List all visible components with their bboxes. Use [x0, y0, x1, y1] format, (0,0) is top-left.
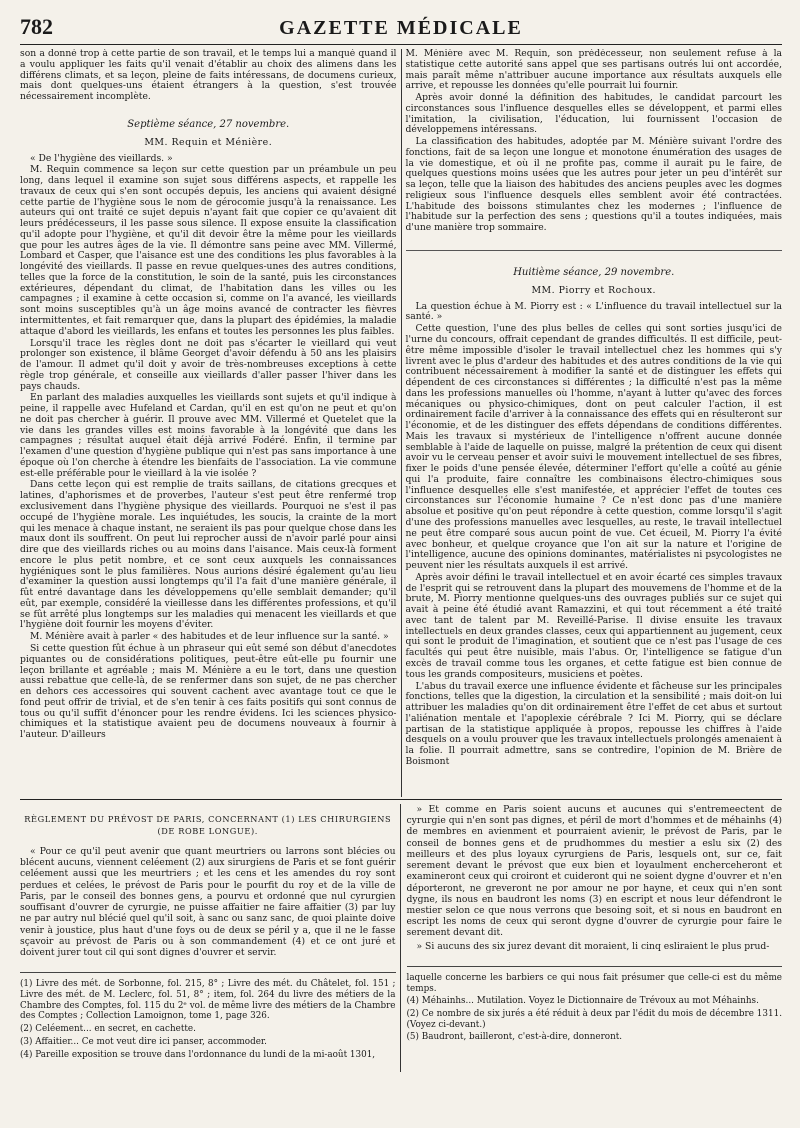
reglement-title: RÈGLEMENT DU PRÉVOST DE PARIS, CONCERNANT (1) LES CHIRURGIENS [24, 814, 392, 824]
paragraph: Si cette question fût échue à un phraseur qui eût semé son début d'anecdotes piquantes ou de considérations politiques, peut-être eût-elle pu fournir une leçon brillante et agréable ; mais M. Ménière a eu le tort, dans une question aussi rebattue que celle-là, de se renfermer dans son sujet, de ne pas chercher en dehors ces accessoires qui souvent cachent avec avantage tout ce que le fond peut offrir de trivial, et de s'en tenir à ces faits positifs qui sont connus de tous ou qu'il suffit d'énoncer pour les rendre évidens. Ici les sciences physico-chimiques et la statistique avaient peu de documens nouveaux à fournir à l'auteur. D'ailleurs [20, 642, 397, 741]
left-column [20, 49, 401, 797]
seance-authors: MM. Requin et Ménière. [144, 136, 273, 148]
paragraph: Après avoir donné la définition des habitudes, le candidat parcourt les circonstances sous l'influence desquelles elles se développent, et parmi elles l'imitation, la civilisation, l'éducation, lui fournissent l'occasion de développemens intéressans. [405, 92, 782, 136]
bottom-left-column [20, 804, 400, 1072]
paragraph: son a donné trop à cette partie de son travail, et le temps lui a manqué quand il a voulu appliquer les faits qu'il venait d'établir au choix des alimens dans les différens climats, et sa leçon, pleine de faits intéressans, de documens curieux, mais dont quelques-uns étaient étrangers à la question, s'est trouvée nécessairement incomplète. [20, 49, 397, 103]
paragraph: » Et comme en Paris soient aucuns et aucunes qui s'entremeectent de cyrurgie qui n'en sont pas dignes, et péril de mort d'hommes et de méhainhs (4) de membres en avienment et pourraient avienir, le prévost de Paris, par le conseil de bonnes gens et de prudhommes du mestier a eslu six (2) des meilleurs et des plus loyaux cyrurgiens de Paris, lesquels ont, sur ce, fait serement devant le prévost que eux bien et loyaulment encherceheront et examineront ceux qui croiront et cuideront qui ne soient dygne d'ouvrer et n'en déporteront, ne greveront ne por amour ne por hayne, et ceux qui n'en sont dygne, ils nous en baudront les noms (3) en escript et nous leur défendront le mestier selon ce que nous verrons que besoing soit, et si nous en baudront en escript les noms de ceux qui seront dygne d'ouvrer de cyrurgie pour faire le serement devant dit. [406, 804, 782, 939]
newspaper-page [20, 14, 782, 1120]
seance-title: Septième séance, 27 novembre. [127, 118, 290, 130]
page-number: 782 [20, 14, 53, 39]
bottom-right-column [400, 804, 783, 1072]
journal-title: GAZETTE MÉDICALE [279, 17, 523, 39]
paragraph: La question échue à M. Piorry est : « L'influence du travail intellectuel sur la santé. » [405, 300, 782, 323]
paragraph: M. Requin commence sa leçon sur cette question par un préambule un peu long, dans lequel il examine son sujet sous différens aspects, et rappelle les travaux de ceux qui s'en sont occupés depuis, les anciens qui avaient désigné cette partie de l'hygiène sous le nom de gérocomie jusqu'à la renaissance. Les auteurs qui ont traité ce sujet depuis n'ayant fait que copier ce qu'avaient dit leurs prédécesseurs, il les passe sous silence. Il expose ensuite la classification qu'il adopte pour l'hygiène, et qu'il dit devoir être la même pour les vieillards que pour les autres âges de la vie. Il démontre sans peine avec MM. Villermé, Lombard et Casper, que l'aisance est une des conditions les plus favorables à la longévité des vieillards. Il passe en revue quelques-unes des autres conditions, telles que la force de la constitution, le soin de la santé, puis les circonstances extérieures, dépendant du climat, de l'habitation dans les villes ou les campagnes ; il examine à cette occasion si, comme on l'a avancé, les vieillards sont moins susceptibles qu'à un âge moins avancé de contracter les fièvres intermittentes, et fait remarquer que, dans la plupart des épidémies, la maladie attaque d'abord les vieillards, les enfans et toutes les personnes les plus faibles. [20, 164, 397, 337]
paragraph: En parlant des maladies auxquelles les vieillards sont sujets et qu'il indique à peine, il rappelle avec Hufeland et Cardan, qu'il en est qu'on ne peut et qu'on ne doit pas chercher à guérir. Il prouve avec MM. Villermé et Quetelet que la vie dans les grandes villes est moins favorable à la longévité que dans les campagnes ; résultat auquel était déjà arrivé Fodéré. Enfin, il termine par l'examen d'une question d'hygiène publique qui n'est pas sans importance à une époque où l'on cherche à étendre les bienfaits de l'association. La vie commune est-elle préférable pour le vieillard à la vie isolée ? [20, 392, 397, 479]
footnote-divider [407, 966, 783, 967]
paragraph: La classification des habitudes, adoptée par M. Ménière suivant l'ordre des fonctions, fait de sa leçon une longue et monotone énumération des usages de la vie domestique, et où il ne profite pas, comme il aurait pu le faire, de quelques questions moins usées que les autres pour jeter un peu d'intérêt sur sa leçon, telle que la liaison des habitudes des anciens peuples avec les dogmes religieux sous l'influence desquels elles semblent avoir été contractées. L'habitude des boissons stimulantes chez les modernes ; l'influence de l'habitude sur la perfection des sens ; questions qu'il a toutes indiquées, mais d'une manière trop sommaire. [405, 136, 782, 234]
footnote: (2) Ce nombre de six jurés a été réduit à deux par l'édit du mois de décembre 1311. (Voyez ci-devant.) [406, 1009, 782, 1030]
right-column [401, 49, 783, 797]
footnote: (1) Livre des mét. de Sorbonne, fol. 215, 8° ; Livre des mét. du Châtelet, fol. 151 ; Livre des mét. de M. Leclerc, fol. 51, 8° ; item, fol. 264 du livre des métiers de la Chambre des Comptes, fol. 115 du 2ᵉ vol. de même livre des métiers de la Chambre des Comptes ; Collection Lamoignon, tome 1, page 326. [20, 979, 396, 1022]
paragraph: « De l'hygiène des vieillards. » [30, 152, 173, 164]
footnote: (4) Méhainhs... Mutilation. Voyez le Dictionnaire de Trévoux au mot Méhainhs. [406, 996, 759, 1007]
paragraph: Après avoir défini le travail intellectuel et en avoir écarté ces simples travaux de l'esprit qui se retrouvent dans la plupart des mouvemens de l'homme et de la brute, M. Piorry mentionne quelques-uns des ouvrages publiés sur ce sujet qui avait à peine été étudié avant Ramazzini, et qui tout récemment a été traité avec tant de talent par M. Reveillé-Parise. Il divise ensuite les travaux intellectuels en deux grandes classes, ceux qui appartiennent au jugement, ceux qui sont le produit de l'imagination, et soutient que ce n'est pas l'usage de ces facultés qui peut être nuisible, mais l'abus. Or, l'intelligence se fatigue d'un excès de travail comme tous les organes, et cette fatigue est bien connue de tous les grands compositeurs, musiciens et poètes. [405, 571, 782, 680]
paragraph: M. Ménière avec M. Requin, son prédécesseur, non seulement refuse à la statistique cette autorité sans appel que ses partisans outrés lui ont accordée, mais paraît même n'attribuer aucune importance aux résultats auxquels elle arrive, et repousse les données qu'elle pourrait lui fournir. [405, 49, 782, 92]
paragraph: M. Ménière avait à parler « des habitudes et de leur influence sur la santé. » [30, 631, 389, 643]
paragraph: Lorsqu'il trace les règles dont ne doit pas s'écarter le vieillard qui veut prolonger son existence, il blâme Georget d'avoir défendu à 50 ans les plaisirs de l'amour. Il admet qu'il doit y avoir de très-nombreuses exceptions à cette règle trop générale, et conseille aux vieillards d'aller passer l'hiver dans les pays chauds. [20, 337, 397, 392]
paragraph: L'abus du travail exerce une influence évidente et fâcheuse sur les principales fonctions, telles que la digestion, la circulation et la sensibilité ; mais doit-on lui attribuer les maladies qu'on dit ordinairement être l'effet de cet abus et surtout l'aliénation mentale et l'apoplexie cérébrale ? Ici M. Piorry, qui se déclare partisan de la statistique appliquée à propos, repousse les chiffres à l'aide desquels on a voulu prouver que les travaux intellectuels prolongés amenaient à la folie. Il pourrait admettre, sans se contredire, l'opinion de M. Brière de Boismont [405, 680, 782, 767]
feuilleton-divider [20, 799, 782, 800]
paragraph: « Pour ce qu'il peut avenir que quant meurtriers ou larrons sont blécies ou blécent aucuns, viennent celéement (2) aux sirurgiens de Paris et se font guérir celéement aussi que les meurtriers ; et les cens et les amendes du roy sont perdues et celées, le prévost de Paris pour le pourfit du roy et de la ville de Paris, par le conseil des bonnes gens, a pourvu et ordonné que nul cyrurgien souffisant d'ouvrer de cyrurgie, ne puisse affaitier ne faire affaitier (3) par luy ne par autry nul blécié quel qu'il soit, à sanc ou sanz sanc, de quoi plainte doive venir à joustice, plus haut d'une foys ou de deux se péril y a, que il ne le fasse sçavoir au prévost de Paris ou à son commandement (4) et ce ont juré et doivent jurer tout cil qui sont dignes d'ouvrer et servir. [20, 846, 396, 958]
page-header [20, 14, 782, 45]
paragraph: » Si aucuns des six jurez devant dit moraient, li cinq esliraient le plus prud- [416, 940, 770, 952]
seance-authors: MM. Piorry et Rochoux. [531, 284, 657, 296]
paragraph: Cette question, l'une des plus belles de celles qui sont sorties jusqu'ici de l'urne du concours, offrait cependant de grandes difficultés. Il est difficile, peut-être même impossible d'isoler le travail intellectuel chez les hommes qui s'y livrent avec le plus d'ardeur des habitudes et des autres conditions de la vie qui contribuent nécessairement à modifier la santé et de distinguer les effets qui dépendent de ces circonstances si différentes ; la difficulté n'est pas la même dans les professions manuelles où l'homme, n'ayant à lutter qu'avec des forces mécaniques ou physico-chimiques, dont on peut calculer l'action, il est ordinairement facile d'arriver à la connaissance des effets qui en résulteront sur l'économie, et de les distinguer des effets dépendans de conditions différentes. Mais les travaux si mystérieux de l'intelligence n'offrent aucune donnée semblable à l'aide de laquelle on puisse, malgré la prétention de ceux qui disent avoir vu le cerveau penser et avoir suivi le mouvement intellectuel de ses fibres, fixer le poids d'une pensée élevée, déterminer l'effort qu'elle a coûté au génie qui l'a produite, faire connaître les combinaisons électro-chimiques sous l'influence desquelles elle s'est manifestée, et apprécier l'effet de toutes ces circonstances sur l'économie humaine ? Ce n'est donc pas d'une manière absolue et positive qu'on peut répondre à cette question, comme lorsqu'il s'agit d'une des professions manuelles avec lesquelles, au reste, le travail intellectuel ne peut être comparé sous aucun point de vue. Cet écueil, M. Piorry l'a évité avec bonheur, et quelque croyance que l'on ait sur la nature et l'origine de l'intelligence, aucune des opinions dominantes, matérialistes ni psycologistes ne peuvent nier les résultats auxquels il est arrivé. [405, 323, 782, 572]
footnote: (5) Baudront, bailleront, c'est-à-dire, donneront. [406, 1032, 623, 1043]
seance-title: Huitième séance, 29 novembre. [513, 267, 675, 279]
footnote: (4) Pareille exposition se trouve dans l'ordonnance du lundi de la mi-août 1301, [20, 1049, 376, 1060]
reglement-subtitle: (DE ROBE LONGUE). [157, 826, 259, 836]
footnote: laquelle concerne les barbiers ce qui nous fait présumer que celle-ci est du même temps. [406, 972, 782, 994]
feuilleton-section [20, 804, 782, 1072]
footnote: (3) Affaitier... Ce mot veut dire ici panser, accommoder. [20, 1036, 267, 1047]
paragraph: Dans cette leçon qui est remplie de traits saillans, de citations grecques et latines, d'aphorismes et de proverbes, l'auteur s'est peut être renfermé trop exclusivement dans l'hygiène physique des vieillards. Pourquoi ne s'est il pas occupé de l'hygiène morale. Les inquiétudes, les soucis, la crainte de la mort qui les menace à chaque instant, ne seraient ils pas pour quelque chose dans les maux dont ils souffrent. On peut lui reprocher aussi de n'avoir parlé pour ainsi dire que des vieillards riches ou au moins dans l'aisance. Mais ceux-là forment encore le plus petit nombre, et ce sont ceux auxquels les connaissances hygiéniques sont le plus familières. Nous aurions désiré également qu'au lieu d'examiner la question aussi longtemps qu'il l'a fait d'une manière générale, il fût entré davantage dans les développemens qu'elle semblait demander; qu'il eût, par exemple, considéré la vieillesse dans les différentes professions, et qu'il se fût arrêté plus longtemps sur les maladies qui menacent les vieillards et que l'hygiène doit fournir les moyens d'éviter. [20, 479, 397, 631]
article-columns [20, 49, 782, 797]
section-divider [406, 250, 783, 251]
footnote: (2) Celéement... en secret, en cachette. [20, 1024, 196, 1035]
footnote-divider [20, 972, 396, 973]
